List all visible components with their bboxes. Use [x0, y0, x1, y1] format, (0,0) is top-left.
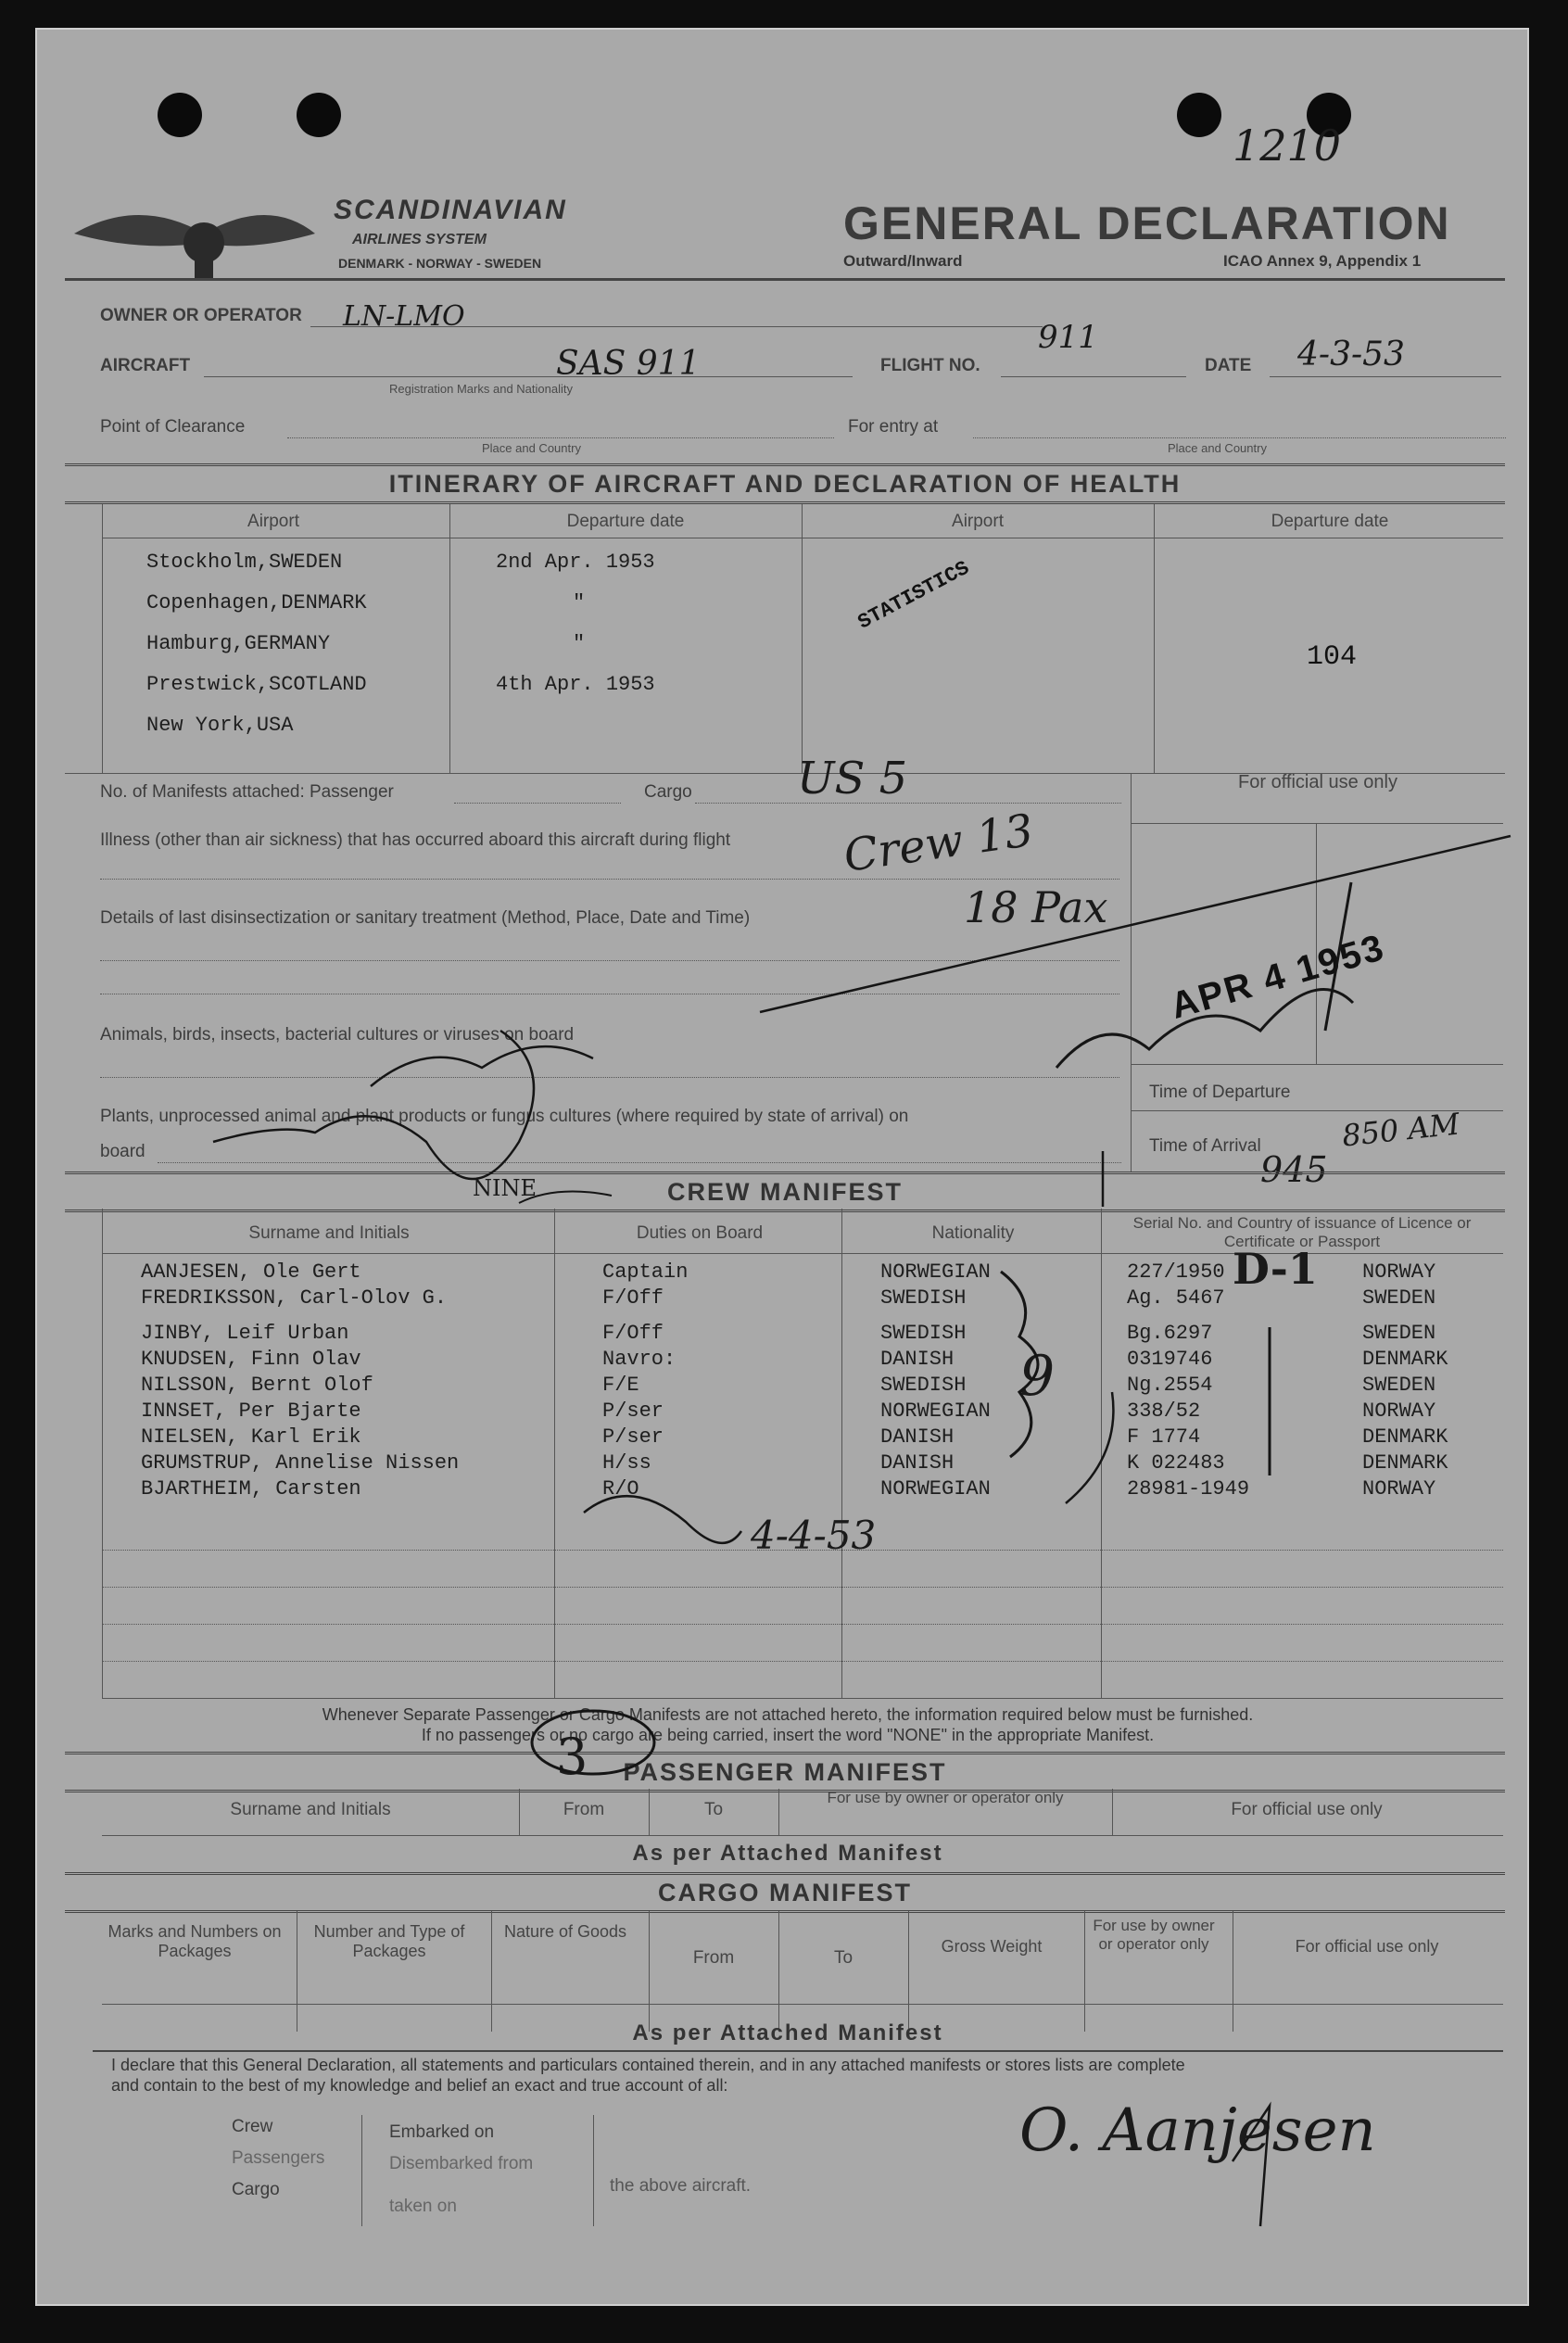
official-use-label: For official use only — [1238, 772, 1397, 792]
declaration-crew: Crew — [232, 2117, 273, 2136]
crew-serial: 28981-1949 — [1127, 1477, 1250, 1501]
entry-label: For entry at — [848, 417, 939, 437]
handwritten-18pax: 18 Pax — [964, 882, 1108, 932]
aircraft-label: AIRCRAFT — [100, 356, 191, 375]
number-104: 104 — [1307, 641, 1358, 673]
crew-duty: Captain — [602, 1260, 689, 1284]
crew-nationality: SWEDISH — [880, 1374, 967, 1397]
crew-country: NORWAY — [1362, 1260, 1436, 1284]
crew-serial: K 022483 — [1127, 1451, 1225, 1475]
disinsect-label: Details of last disinsectization or sanitary treatment (Method, Place, Date and Time) — [100, 908, 751, 928]
crew-name: AANJESEN, Ole Gert — [141, 1260, 361, 1284]
itin-airport: Stockholm,SWEDEN — [146, 551, 343, 574]
form-subtitle: Outward/Inward — [843, 252, 963, 270]
airline-countries: DENMARK - NORWAY - SWEDEN — [338, 256, 542, 271]
col-passenger-from: From — [563, 1800, 605, 1819]
arrival-time-value: 850 AM — [1340, 1106, 1461, 1154]
crew-country: SWEDEN — [1362, 1322, 1436, 1345]
notice-line-1: Whenever Separate Passenger or Cargo Manifests are not attached hereto, the information required below must be furnished. — [322, 1705, 1254, 1724]
cargo-as-per: As per Attached Manifest — [632, 2020, 943, 2045]
animals-label: Animals, birds, insects, bacterial cultures or viruses on board — [100, 1025, 575, 1045]
entry-sublabel: Place and Country — [1168, 441, 1267, 455]
flight-no-label: FLIGHT NO. — [880, 356, 980, 375]
crew-duty: F/E — [602, 1374, 639, 1397]
itin-airport: Copenhagen,DENMARK — [146, 591, 367, 614]
crew-name: GRUMSTRUP, Annelise Nissen — [141, 1451, 460, 1475]
crew-nationality: NORWEGIAN — [880, 1399, 991, 1423]
col-serial: Serial No. and Country of issuance of Licence or Certificate or Passport — [1132, 1214, 1472, 1250]
handwritten-d1: D-1 — [1233, 1244, 1318, 1294]
crew-band: CREW MANIFEST — [65, 1172, 1505, 1212]
crew-duty: R/O — [602, 1477, 639, 1501]
owner-value: LN-LMO — [343, 300, 465, 333]
plants-label: Plants, unprocessed animal and plant products or fungus cultures (where required by state of arrival) on — [100, 1107, 909, 1126]
crew-serial: 227/1950 — [1127, 1260, 1225, 1284]
col-passenger-official: For official use only — [1231, 1800, 1383, 1819]
col-nationality: Nationality — [931, 1223, 1015, 1243]
notice-line-2: If no passengers or no cargo are being carried, insert the word "NONE" in the appropriate Manifest. — [421, 1726, 1155, 1744]
crew-name: JINBY, Leif Urban — [141, 1322, 349, 1345]
crew-duty: P/ser — [602, 1425, 664, 1449]
handwritten-3: 3 — [556, 1728, 588, 1786]
itin-airport: New York,USA — [146, 714, 294, 737]
aircraft-sublabel: Registration Marks and Nationality — [389, 382, 573, 396]
itin-airport: Prestwick,SCOTLAND — [146, 673, 367, 696]
crew-name: NILSSON, Bernt Olof — [141, 1374, 373, 1397]
airline-name: SCANDINAVIAN — [334, 195, 567, 225]
icao-reference: ICAO Annex 9, Appendix 1 — [1223, 252, 1422, 270]
itin-date: 4th Apr. 1953 — [496, 673, 655, 696]
declaration-line-1: I declare that this General Declaration, all statements and particulars contained therein, and in any attached manifests or stores lists are complete — [111, 2056, 1185, 2074]
flight-no-value: 911 — [1038, 319, 1098, 356]
crew-duty: P/ser — [602, 1399, 664, 1423]
col-duties: Duties on Board — [636, 1223, 764, 1243]
crew-country: DENMARK — [1362, 1451, 1448, 1475]
col-passenger-owner: For use by owner or operator only — [827, 1789, 1064, 1806]
crew-nationality: NORWEGIAN — [880, 1477, 991, 1501]
crew-nationality: NORWEGIAN — [880, 1260, 991, 1284]
cargo-count-label: Cargo — [644, 782, 692, 802]
col-airport-2: Airport — [952, 512, 1004, 531]
crew-serial: Ng.2554 — [1127, 1374, 1213, 1397]
col-departure-date: Departure date — [566, 512, 685, 531]
col-cargo-owner: For use by owner or operator only — [1093, 1917, 1215, 1953]
declaration-form — [35, 28, 1529, 2306]
board-label: board — [100, 1142, 145, 1161]
time-departure-label: Time of Departure — [1149, 1083, 1291, 1102]
illness-label: Illness (other than air sickness) that has occurred aboard this aircraft during flight — [100, 830, 731, 850]
crew-duty: F/Off — [602, 1286, 664, 1310]
date-value: 4-3-53 — [1297, 336, 1405, 374]
declaration-embarked: Embarked on — [389, 2122, 495, 2142]
handwritten-9: 9 — [1019, 1344, 1056, 1409]
crew-serial: Bg.6297 — [1127, 1322, 1213, 1345]
passenger-band: PASSENGER MANIFEST — [65, 1752, 1505, 1792]
time-arrival-label: Time of Arrival — [1149, 1136, 1261, 1156]
crew-serial: 338/52 — [1127, 1399, 1201, 1423]
page-number: 1210 — [1233, 120, 1342, 171]
col-crew-name: Surname and Initials — [248, 1223, 410, 1243]
crew-name: FREDRIKSSON, Carl-Olov G. — [141, 1286, 448, 1310]
crew-serial: F 1774 — [1127, 1425, 1201, 1449]
itin-airport: Hamburg,GERMANY — [146, 632, 331, 655]
crew-nationality: DANISH — [880, 1348, 955, 1371]
cargo-band: CARGO MANIFEST — [65, 1872, 1505, 1913]
col-departure-date-2: Departure date — [1271, 512, 1389, 531]
clearance-sublabel: Place and Country — [482, 441, 581, 455]
crew-country: NORWAY — [1362, 1399, 1436, 1423]
crew-duty: H/ss — [602, 1451, 651, 1475]
declaration-taken-on: taken on — [389, 2197, 457, 2216]
handwritten-crew-date: 4-4-53 — [751, 1513, 877, 1558]
aircraft-value: SAS 911 — [556, 345, 701, 383]
declaration-disembarked: Disembarked from — [389, 2154, 534, 2173]
col-cargo-to: To — [833, 1948, 854, 1968]
handwritten-nine: NINE — [473, 1175, 537, 1201]
col-cargo-official: For official use only — [1295, 1937, 1439, 1956]
col-cargo-number: Number and Type of Packages — [313, 1922, 465, 1960]
crew-country: DENMARK — [1362, 1348, 1448, 1371]
col-cargo-from: From — [692, 1948, 735, 1968]
crew-nationality: DANISH — [880, 1425, 955, 1449]
crew-country: NORWAY — [1362, 1477, 1436, 1501]
declaration-above-aircraft: the above aircraft. — [610, 2176, 752, 2196]
crew-nationality: SWEDISH — [880, 1286, 967, 1310]
crew-serial: Ag. 5467 — [1127, 1286, 1225, 1310]
col-passenger-to: To — [703, 1800, 724, 1819]
handwriting-strokes — [37, 30, 1531, 2308]
crew-duty: F/Off — [602, 1322, 664, 1345]
declaration-cargo: Cargo — [232, 2180, 280, 2199]
crew-name: NIELSEN, Karl Erik — [141, 1425, 361, 1449]
form-title: GENERAL DECLARATION — [843, 197, 1451, 249]
owner-label: OWNER OR OPERATOR — [100, 306, 302, 325]
manifests-label: No. of Manifests attached: Passenger — [100, 782, 394, 802]
crew-country: DENMARK — [1362, 1425, 1448, 1449]
crew-name: KNUDSEN, Finn Olav — [141, 1348, 361, 1371]
crew-country: SWEDEN — [1362, 1374, 1436, 1397]
statistics-stamp: STATISTICS — [854, 556, 974, 635]
col-passenger-name: Surname and Initials — [230, 1800, 391, 1819]
col-cargo-weight: Gross Weight — [941, 1937, 1043, 1956]
declaration-line-2: and contain to the best of my knowledge and belief an exact and true account of all: — [111, 2076, 728, 2095]
crew-name: BJARTHEIM, Carsten — [141, 1477, 361, 1501]
airline-subname: AIRLINES SYSTEM — [352, 232, 487, 247]
itin-date: " — [573, 632, 586, 655]
crew-nationality: SWEDISH — [880, 1322, 967, 1345]
crew-duty: Navro: — [602, 1348, 677, 1371]
itin-date: 2nd Apr. 1953 — [496, 551, 655, 574]
date-label: DATE — [1205, 356, 1252, 375]
col-airport: Airport — [247, 512, 299, 531]
itinerary-band: ITINERARY OF AIRCRAFT AND DECLARATION OF HEALTH — [65, 463, 1505, 504]
crew-serial: 0319746 — [1127, 1348, 1213, 1371]
handwritten-us5: US 5 — [797, 753, 908, 804]
date-stamp: APR 4 1953 — [1166, 927, 1390, 1027]
handwritten-945: 945 — [1260, 1149, 1328, 1190]
itin-date: " — [573, 591, 586, 614]
declaration-passengers: Passengers — [232, 2148, 325, 2168]
captain-signature: O. Aanjesen — [1019, 2096, 1376, 2165]
crew-nationality: DANISH — [880, 1451, 955, 1475]
crew-country: SWEDEN — [1362, 1286, 1436, 1310]
col-cargo-marks: Marks and Numbers on Packages — [107, 1922, 282, 1960]
passenger-as-per: As per Attached Manifest — [632, 1841, 943, 1866]
clearance-label: Point of Clearance — [100, 417, 246, 437]
col-cargo-nature: Nature of Goods — [503, 1922, 627, 1941]
handwritten-crew13: Crew 13 — [841, 804, 1037, 883]
crew-name: INNSET, Per Bjarte — [141, 1399, 361, 1423]
